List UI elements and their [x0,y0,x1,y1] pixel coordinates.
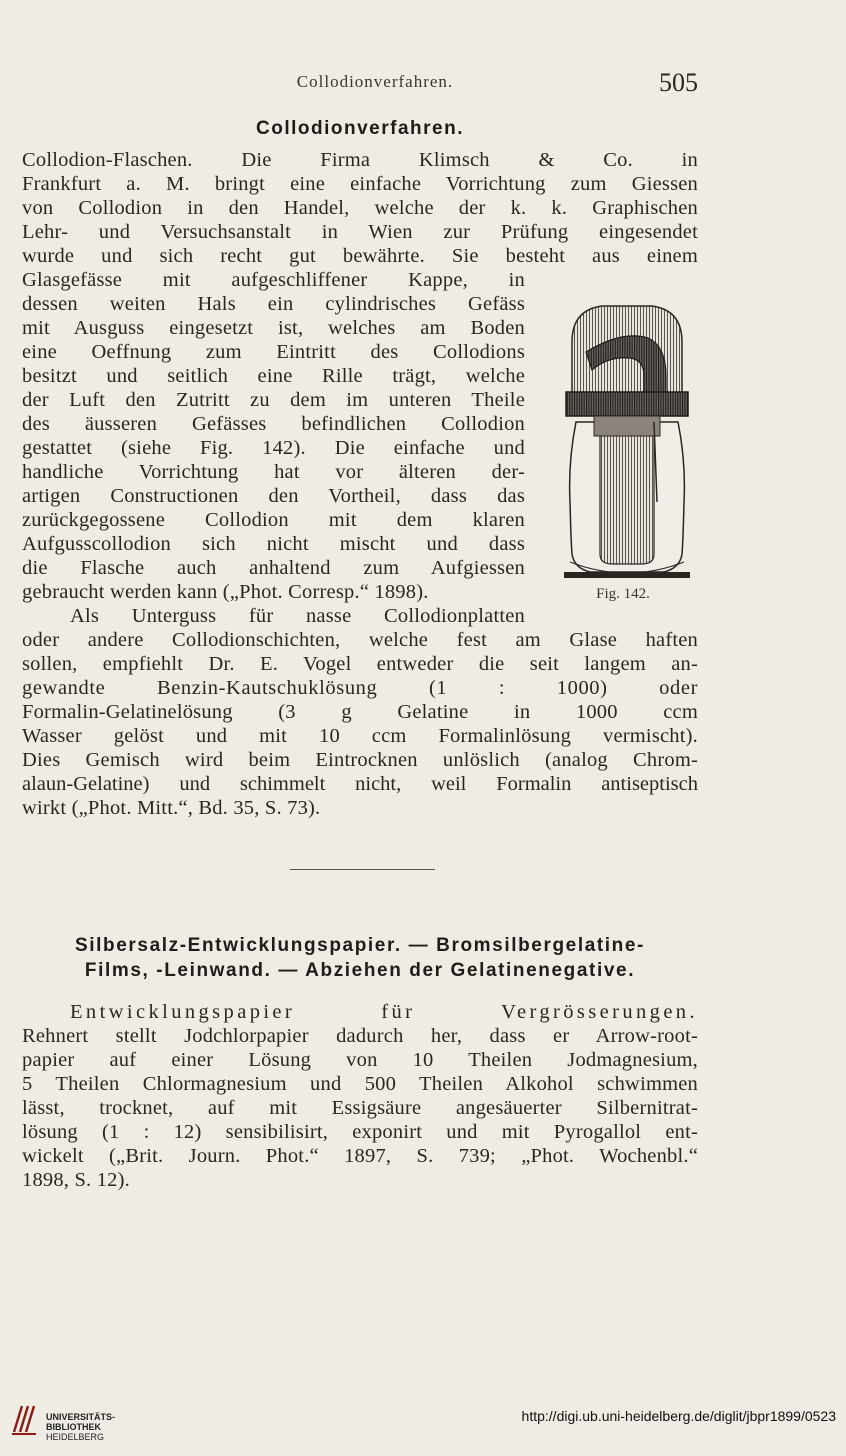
text-line: Dies Gemisch wird beim Eintrocknen unlöslich (analog Chrom- [22,749,698,771]
section-title-silbersalz-line1: Silbersalz-Entwicklungspapier. — Bromsilbergelatine- [75,935,645,956]
text-line: alaun-Gelatine) und schimmelt nicht, weil Formalin antiseptisch [22,773,698,795]
page-number: 505 [659,68,698,97]
text-line: Collodion-Flaschen. Die Firma Klimsch & Co. in [22,149,698,171]
figure-collodion-bottle [562,292,692,592]
source-url-link[interactable]: http://digi.ub.uni-heidelberg.de/diglit/jbpr1899/0523 [521,1408,836,1424]
text-line: sollen, empfiehlt Dr. E. Vogel entweder die seit langem an- [22,653,698,675]
text-line: lösung (1 : 12) sensibilisirt, exponirt und mit Pyrogallol ent- [22,1121,698,1143]
text-line: des äusseren Gefässes befindlichen Collodion [22,413,525,435]
logo-line: HEIDELBERG [46,1432,105,1442]
running-head [0,70,846,100]
figure-caption: Fig. 142. [596,586,650,602]
text-line: wickelt („Brit. Journ. Phot.“ 1897, S. 739; „Phot. Wochenbl.“ [22,1145,698,1167]
collodion-bottle-illustration [562,292,692,592]
footer [0,1398,846,1448]
text-line: der Luft den Zutritt zu dem im unteren Theile [22,389,525,411]
text-line: Entwicklungspapier für Vergrösserungen. [70,1001,698,1023]
text-line: Aufgusscollodion sich nicht mischt und dass [22,533,525,555]
text-line: wurde und sich recht gut bewährte. Sie besteht aus einem [22,245,698,267]
text-line: Rehnert stellt Jodchlorpapier dadurch her, dass er Arrow-root- [22,1025,698,1047]
text-line: 5 Theilen Chlormagnesium und 500 Theilen Alkohol schwimmen [22,1073,698,1095]
text-line: gewandte Benzin-Kautschuklösung (1 : 1000) oder [22,677,698,699]
text-line: mit Ausguss eingesetzt ist, welches am Boden [22,317,525,339]
text-line: Formalin-Gelatinelösung (3 g Gelatine in 1000 ccm [22,701,698,723]
logo-line: BIBLIOTHEK [46,1422,101,1432]
running-title: Collodionverfahren. [296,72,454,91]
text-line: papier auf einer Lösung von 10 Theilen Jodmagnesium, [22,1049,698,1071]
section-title-silbersalz-line2: Films, -Leinwand. — Abziehen der Gelatinenegative. [84,960,636,981]
text-line: besitzt und seitlich eine Rille trägt, welche [22,365,525,387]
library-logo-icon [10,1402,40,1438]
text-line: Glasgefässe mit aufgeschliffener Kappe, in [22,269,525,291]
section-title-collodion: Collodionverfahren. [256,118,464,139]
text-line: Wasser gelöst und mit 10 ccm Formalinlösung vermischt). [22,725,698,747]
text-line: gebraucht werden kann („Phot. Corresp.“ 1898). [22,581,429,603]
text-line: Als Unterguss für nasse Collodionplatten [70,605,525,627]
text-line: Frankfurt a. M. bringt eine einfache Vorrichtung zum Giessen [22,173,698,195]
text-line: 1898, S. 12). [22,1169,130,1191]
text-line: eine Oeffnung zum Eintritt des Collodions [22,341,525,363]
text-line: oder andere Collodionschichten, welche fest am Glase haften [22,629,698,651]
text-line: Lehr- und Versuchsanstalt in Wien zur Prüfung eingesendet [22,221,698,243]
text-line: artigen Constructionen den Vortheil, dass das [22,485,525,507]
text-line: von Collodion in den Handel, welche der k. k. Graphischen [22,197,698,219]
text-line: dessen weiten Hals ein cylindrisches Gefäss [22,293,525,315]
text-line: wirkt („Phot. Mitt.“, Bd. 35, S. 73). [22,797,321,819]
library-logo-text [46,1412,115,1442]
text-line: gestattet (siehe Fig. 142). Die einfache und [22,437,525,459]
section-divider [290,869,435,870]
text-line: zurückgegossene Collodion mit dem klaren [22,509,525,531]
logo-line: UNIVERSITÄTS- [46,1412,116,1422]
text-line: die Flasche auch anhaltend zum Aufgiessen [22,557,525,579]
text-line: handliche Vorrichtung hat vor älteren der- [22,461,525,483]
text-line: lässt, trocknet, auf mit Essigsäure angesäuerter Silbernitrat- [22,1097,698,1119]
